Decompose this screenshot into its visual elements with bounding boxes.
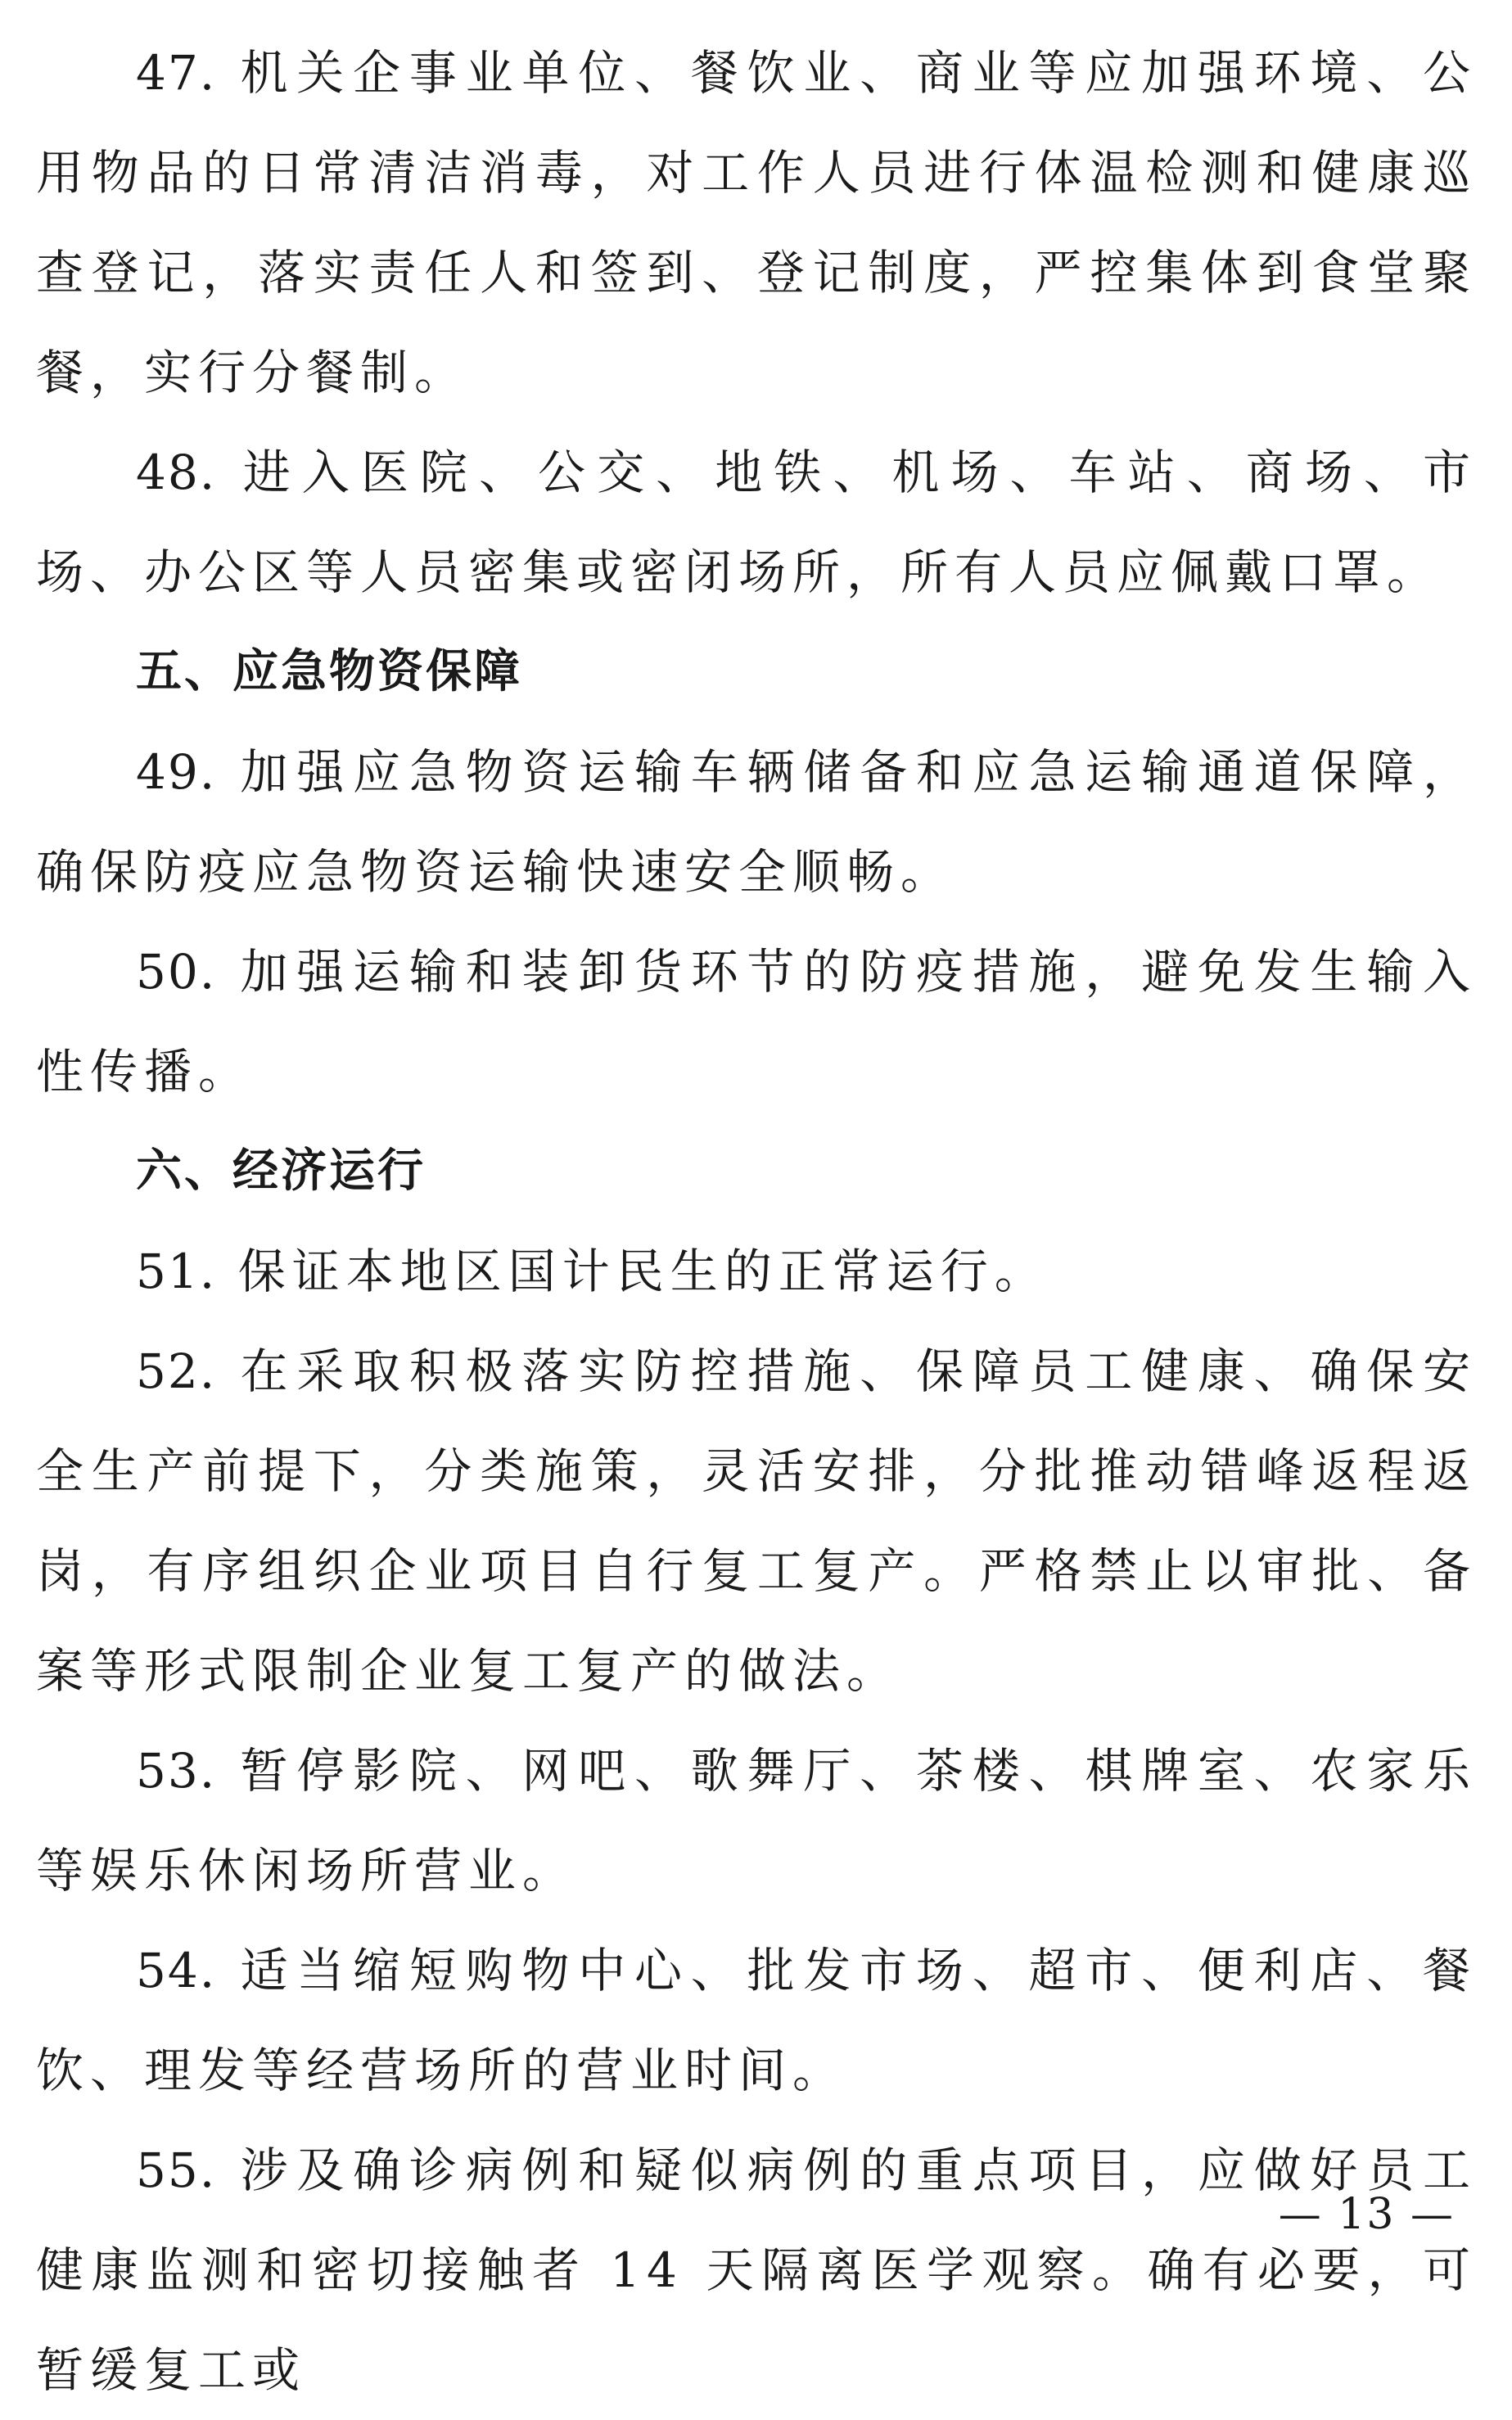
item-number: 48.: [136, 445, 217, 500]
section-heading-5: 五、应急物资保障: [136, 645, 522, 698]
item-number: 50.: [136, 944, 217, 1000]
item-number: 55.: [136, 2142, 217, 2198]
item-number: 52.: [136, 1343, 217, 1399]
paragraph-55: [36, 2120, 1477, 2420]
item-number: 49.: [136, 744, 217, 800]
paragraph-text: 进入医院、公交、地铁、机场、车站、商场、市场、办公区等人员密集或密闭场所，所有人员应佩戴口罩。: [36, 445, 1477, 600]
paragraph-47: [36, 23, 1477, 422]
paragraph-text: 加强运输和装卸货环节的防疫措施，避免发生输入性传播。: [36, 944, 1477, 1099]
item-number: 53.: [136, 1743, 217, 1799]
paragraph-text: 涉及确诊病例和疑似病例的重点项目，应做好员工健康监测和密切接触者 14 天隔离医学观察。确有必要，可暂缓复工或: [36, 2142, 1477, 2398]
paragraph-51: [36, 1221, 1477, 1321]
paragraph-53: [36, 1721, 1477, 1921]
paragraph-52: [36, 1321, 1477, 1721]
page-number: — 13 —: [1278, 2190, 1455, 2239]
item-number: 54.: [136, 1943, 217, 1998]
paragraph-text: 加强应急物资运输车辆储备和应急运输通道保障，确保防疫应急物资运输快速安全顺畅。: [36, 744, 1477, 900]
paragraph-50: [36, 922, 1477, 1122]
paragraph-48: [36, 422, 1477, 622]
document-page: [36, 23, 1477, 2420]
paragraph-text: 机关企事业单位、餐饮业、商业等应加强环境、公用物品的日常清洁消毒，对工作人员进行体温检测和健康巡查登记，落实责任人和签到、登记制度，严控集体到食堂聚餐，实行分餐制。: [36, 45, 1477, 400]
paragraph-text: 暂停影院、网吧、歌舞厅、茶楼、棋牌室、农家乐等娱乐休闲场所营业。: [36, 1743, 1477, 1899]
item-number: 51.: [136, 1244, 217, 1299]
paragraph-49: [36, 722, 1477, 922]
paragraph-54: [36, 1921, 1477, 2120]
section-heading-6: 六、经济运行: [136, 1145, 426, 1198]
item-number: 47.: [136, 45, 217, 101]
paragraph-text: 在采取积极落实防控措施、保障员工健康、确保安全生产前提下，分类施策，灵活安排，分批推动错峰返程返岗，有序组织企业项目自行复工复产。严格禁止以审批、备案等形式限制企业复工复产的做法。: [36, 1343, 1477, 1699]
paragraph-text: 保证本地区国计民生的正常运行。: [237, 1244, 1049, 1299]
paragraph-text: 适当缩短购物中心、批发市场、超市、便利店、餐饮、理发等经营场所的营业时间。: [36, 1943, 1477, 2098]
